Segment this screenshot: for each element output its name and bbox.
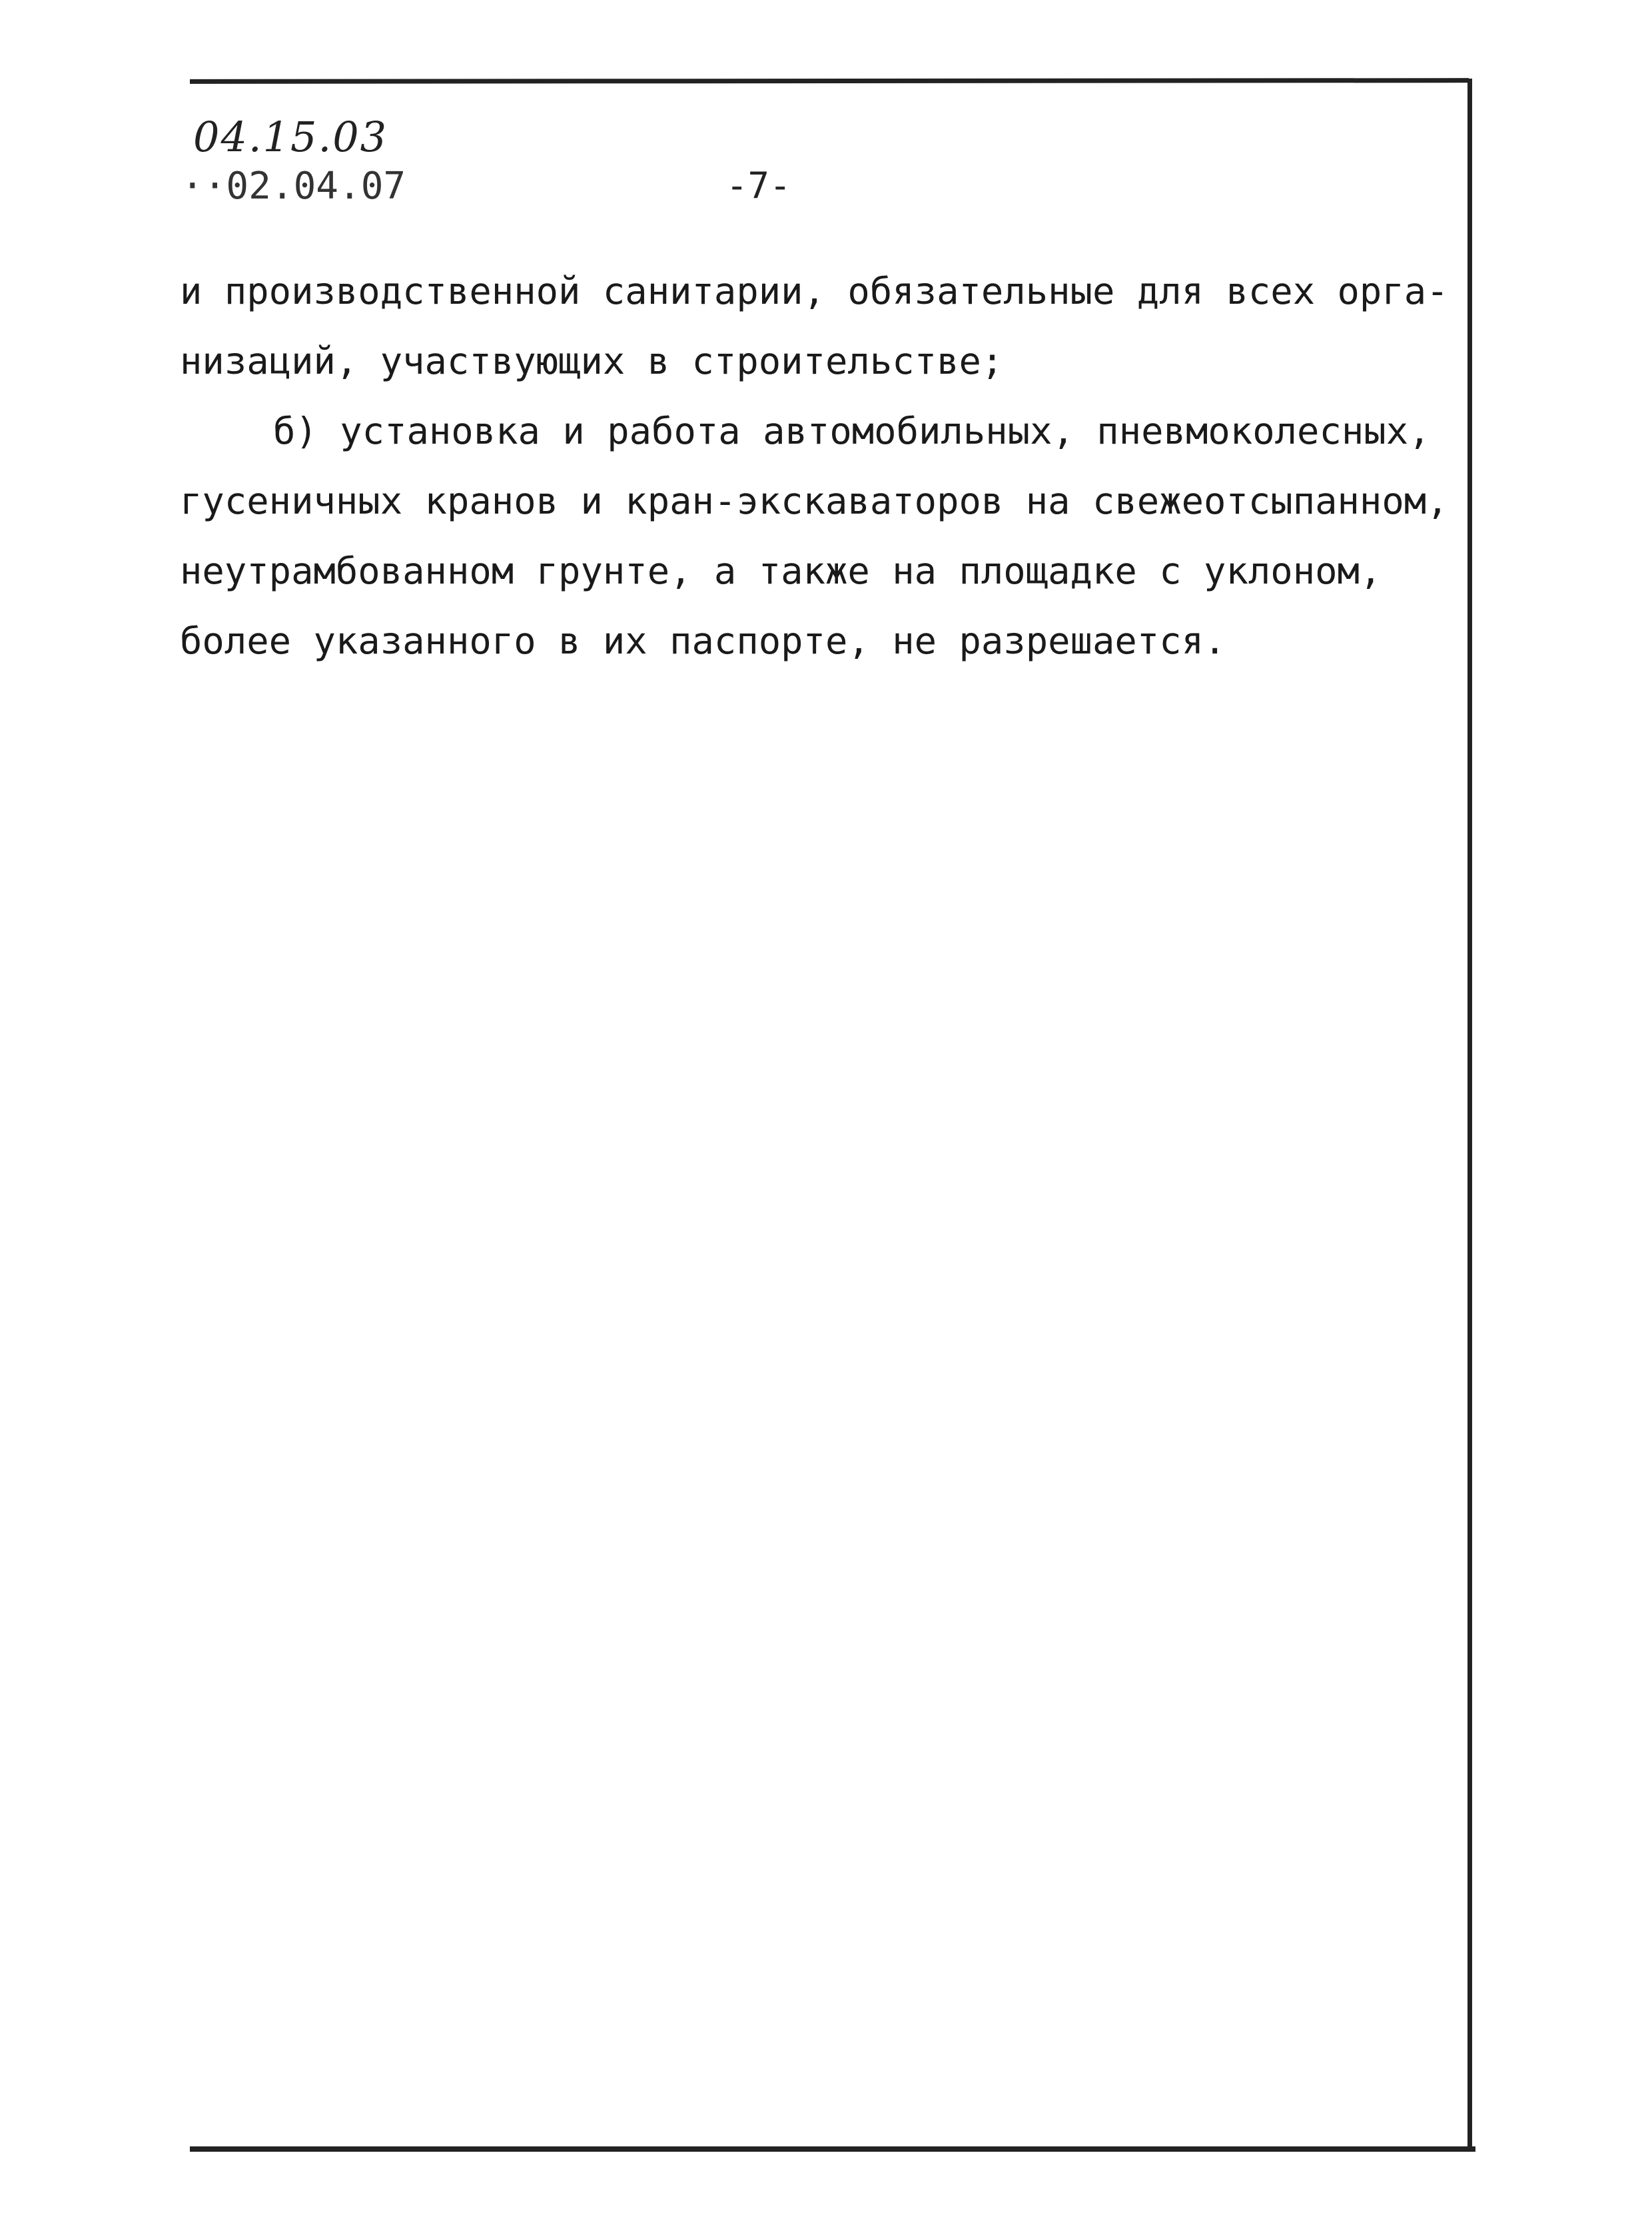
text-line: более указанного в их паспорте, не разрешается.: [180, 620, 1226, 663]
top-border-line: [190, 78, 1469, 84]
bottom-border-line: [190, 2146, 1475, 2152]
right-border-line: [1467, 79, 1472, 2152]
document-code: ··02.04.07: [181, 165, 406, 208]
text-line: б) установка и работа автомобильных, пневмоколесных,: [273, 410, 1431, 453]
body-text: [180, 256, 1459, 676]
text-line: гусеничных кранов и кран-экскаваторов на свежеотсыпанном,: [180, 480, 1449, 523]
page-number: -7-: [726, 165, 791, 207]
handwritten-code: 04.15.03: [193, 113, 388, 161]
text-line: неутрамбованном грунте, а также на площадке с уклоном,: [180, 550, 1382, 593]
text-line: низаций, участвующих в строительстве;: [180, 340, 1004, 383]
text-line: и производственной санитарии, обязательные для всех орга-: [180, 270, 1449, 313]
